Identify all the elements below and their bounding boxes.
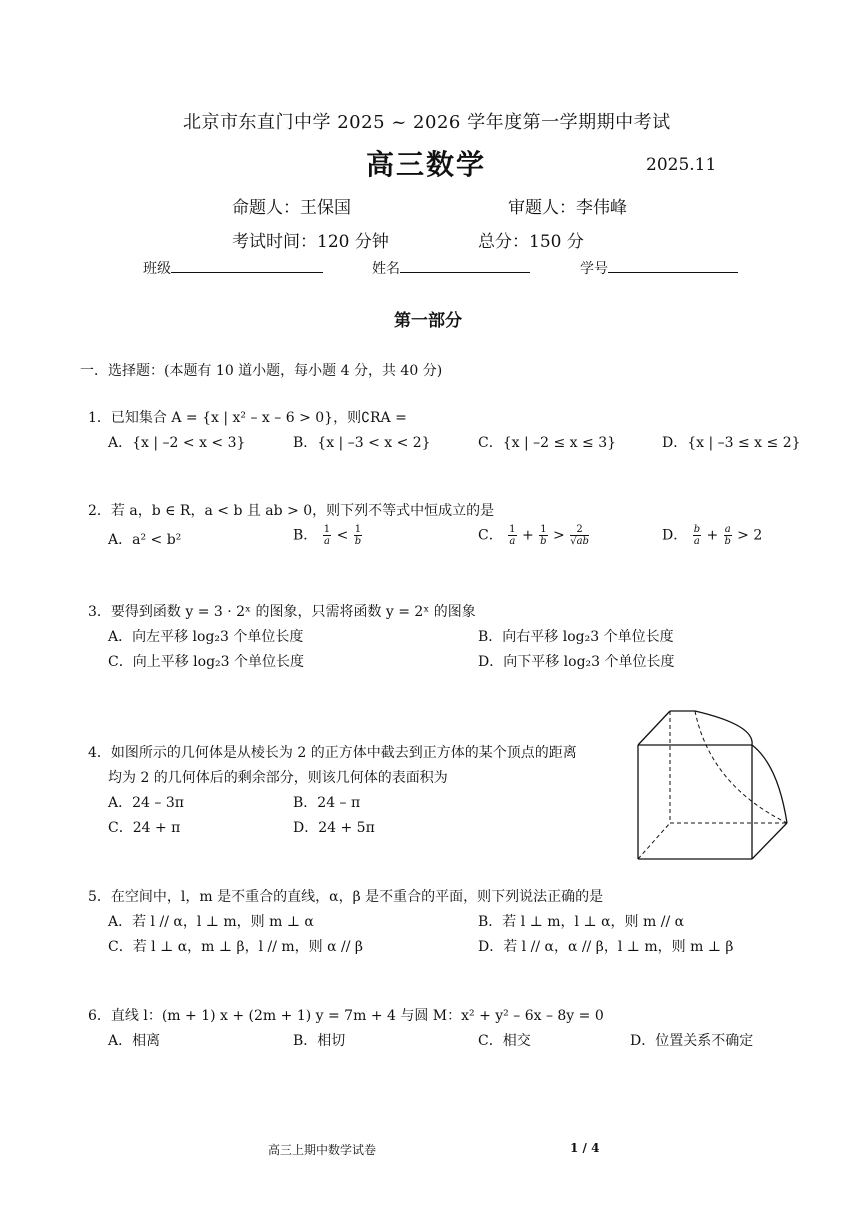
q2-option-b: B． $\frac{1}{a}$ < $\frac{1}{b}$ (293, 524, 362, 547)
cube-figure (630, 705, 795, 865)
fraction-1-over-a: $\frac{1}{a}$ (509, 524, 516, 547)
q2-option-d: D． $\frac{b}{a}$ + $\frac{a}{b}$ > 2 (662, 524, 763, 547)
fraction-1-over-b: $\frac{1}{b}$ (540, 524, 547, 547)
q1-option-a: A．{x | –2 < x < 3} (108, 435, 246, 451)
reviewer-label: 审题人：李伟峰 (508, 198, 627, 218)
q2-option-c-label: C． (478, 527, 503, 544)
fraction-1-over-b: $\frac{1}{b}$ (354, 524, 362, 547)
q3-option-b: B．向右平移 log₂3 个单位长度 (478, 629, 674, 645)
class-label: 班级 (143, 261, 171, 277)
fraction-2-over-sqrt-ab: $\frac{2}{√ab}$ (570, 524, 589, 547)
q3-option-c: C．向上平移 log₂3 个单位长度 (108, 654, 304, 670)
q1-stem: 1．已知集合 A = {x | x² – x – 6 > 0}，则∁RA = (88, 410, 407, 426)
q5-stem: 5．在空间中，l，m 是不重合的直线，α，β 是不重合的平面，则下列说法正确的是 (88, 889, 604, 905)
q2-option-a: A．a² < b² (108, 532, 182, 548)
fraction-b-over-a: $\frac{b}{a}$ (693, 524, 701, 547)
class-blank[interactable] (171, 260, 323, 273)
name-blank[interactable] (400, 260, 530, 273)
score-label: 总分：150 分 (478, 232, 584, 252)
section-heading: 一．选择题：(本题有 10 道小题，每小题 4 分，共 40 分) (80, 363, 443, 379)
q5-option-d: D．若 l // α，α // β，l ⊥ m，则 m ⊥ β (478, 939, 734, 955)
q6-stem: 6．直线 l：(m + 1) x + (2m + 1) y = 7m + 4 与圆 M：x² + y² – 6x – 8y = 0 (88, 1008, 604, 1024)
q4-option-b: B．24 – π (293, 795, 361, 811)
q3-stem: 3．要得到函数 y = 3 · 2ˣ 的图象，只需将函数 y = 2ˣ 的图象 (88, 604, 476, 620)
q6-option-d: D．位置关系不确定 (630, 1033, 754, 1049)
q5-option-c: C．若 l ⊥ α，m ⊥ β，l // m，则 α // β (108, 939, 364, 955)
id-field[interactable] (580, 258, 738, 278)
q1-option-d: D．{x | –3 ≤ x ≤ 2} (662, 435, 801, 451)
q2-option-d-label: D． (662, 527, 688, 544)
part-title: 第一部分 (394, 311, 462, 331)
name-field[interactable] (372, 258, 530, 278)
q4-option-c: C．24 + π (108, 820, 181, 836)
q3-option-d: D．向下平移 log₂3 个单位长度 (478, 654, 675, 670)
author-label: 命题人：王保国 (232, 198, 351, 218)
q3-option-a: A．向左平移 log₂3 个单位长度 (108, 629, 304, 645)
hidden-bottom-left-edge (638, 823, 670, 859)
q4-stem-line2: 均为 2 的几何体后的剩余部分，则该几何体的表面积为 (108, 770, 448, 786)
exam-date: 2025.11 (646, 155, 717, 175)
fraction-a-over-b: $\frac{a}{b}$ (724, 524, 731, 547)
footer-label: 高三上期中数学试卷 (268, 1143, 377, 1157)
q2-option-b-label: B． (293, 527, 318, 544)
id-label: 学号 (580, 261, 608, 277)
class-field[interactable] (143, 258, 323, 278)
q4-option-a: A．24 – 3π (108, 795, 184, 811)
q5-option-b: B．若 l ⊥ m，l ⊥ α，则 m // α (478, 914, 685, 930)
bottom-right-edge (752, 823, 787, 859)
q4-option-d: D．24 + 5π (293, 820, 375, 836)
exam-title: 北京市东直门中学 2025 ~ 2026 学年度第一学期期中考试 (183, 112, 671, 133)
q1-option-b: B．{x | –3 < x < 2} (293, 435, 431, 451)
q2-option-c: C． $\frac{1}{a}$ + $\frac{1}{b}$ > $\frac{2}{√ab}$ (478, 524, 589, 547)
q1-option-c: C．{x | –2 ≤ x ≤ 3} (478, 435, 617, 451)
q2-stem: 2．若 a，b ∈ R，a < b 且 ab > 0，则下列不等式中恒成立的是 (88, 503, 495, 519)
time-label: 考试时间：120 分钟 (232, 232, 389, 252)
id-blank[interactable] (608, 260, 738, 273)
right-arc (752, 745, 787, 823)
subject-title: 高三数学 (366, 148, 487, 181)
q4-stem-line1: 4．如图所示的几何体是从棱长为 2 的正方体中截去到正方体的某个顶点的距离 (88, 745, 577, 761)
fraction-1-over-a: $\frac{1}{a}$ (323, 524, 331, 547)
q5-option-a: A．若 l // α，l ⊥ m，则 m ⊥ α (108, 914, 314, 930)
q6-option-a: A．相离 (108, 1033, 161, 1049)
page-number: 1 / 4 (570, 1141, 600, 1155)
top-left-edge (638, 711, 670, 745)
q6-option-c: C．相交 (478, 1033, 531, 1049)
q6-option-b: B．相切 (293, 1033, 346, 1049)
name-label: 姓名 (372, 261, 400, 277)
